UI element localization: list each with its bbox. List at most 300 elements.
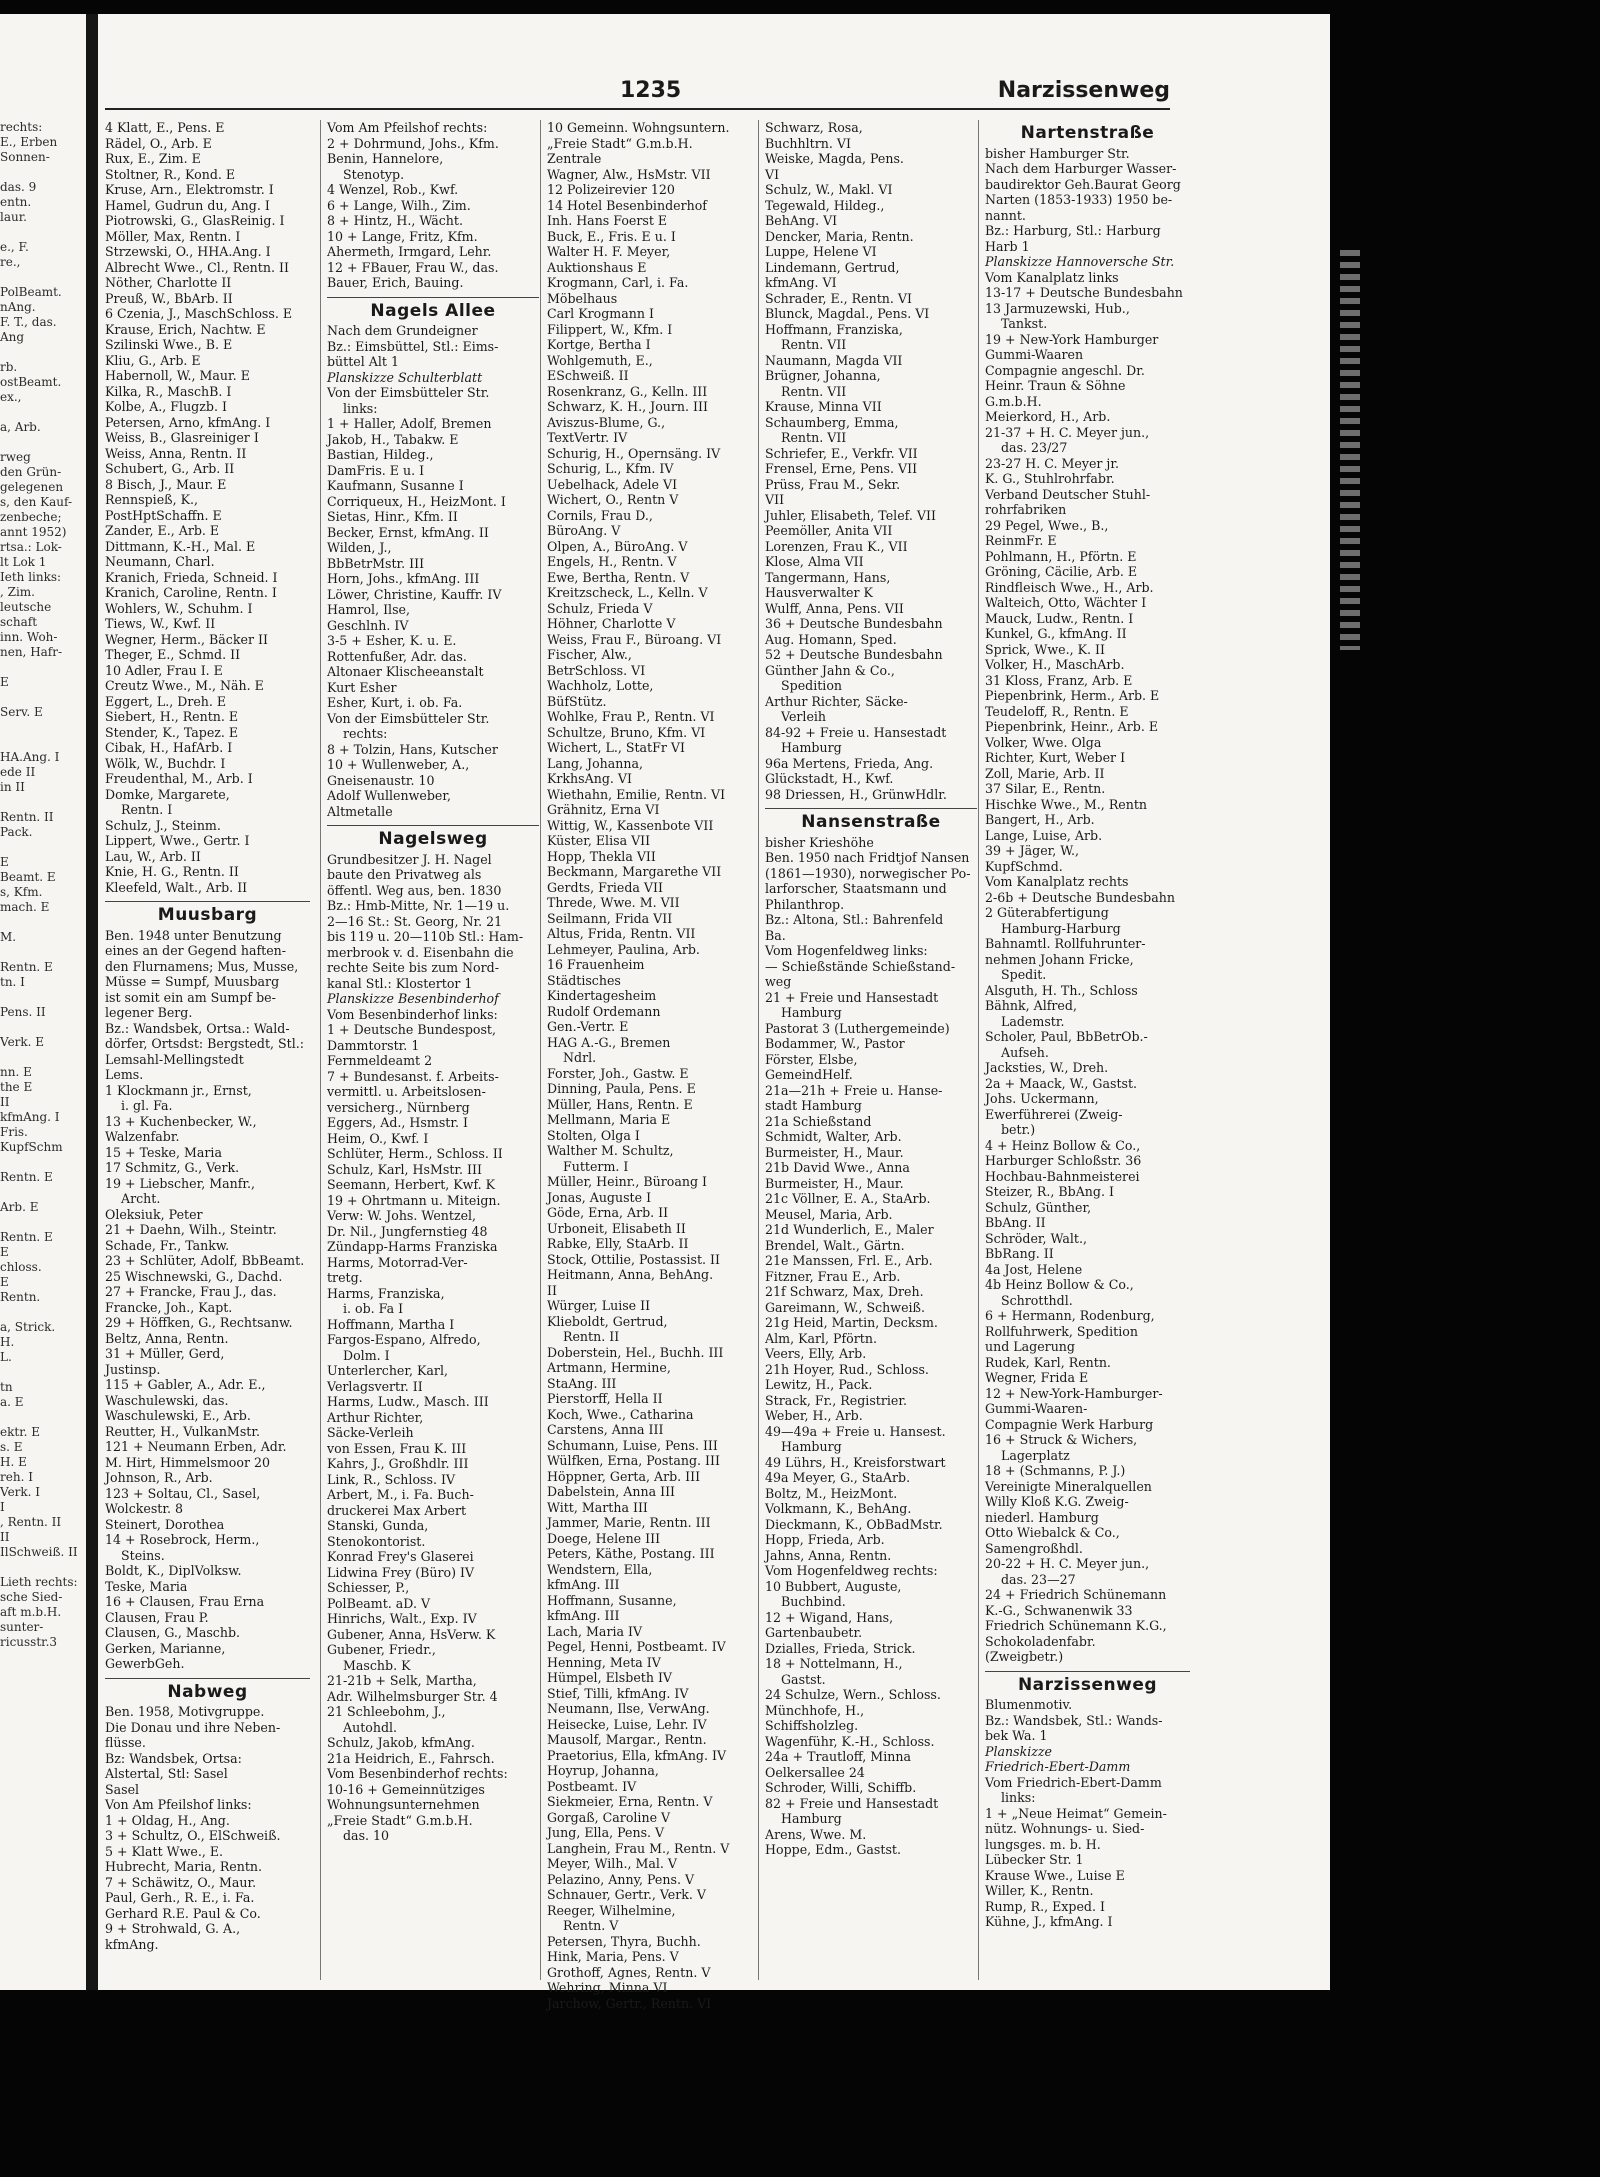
- cutoff-line: rechts:: [0, 120, 43, 134]
- directory-entry: larforscher, Staatsmann und: [765, 881, 947, 896]
- directory-entry: K.-G., Schwanenwik 33: [985, 1602, 1133, 1618]
- directory-entry: DamFris. E u. I: [327, 462, 425, 478]
- directory-entry: Neumann, Charl.: [105, 554, 215, 569]
- directory-entry: Waschulewski, E., Arb.: [105, 1408, 251, 1423]
- directory-entry: i. ob. Fa I: [343, 1301, 404, 1316]
- directory-entry: Rennspieß, K.,: [105, 492, 198, 507]
- scan-border-right: [1330, 0, 1600, 2177]
- directory-entry: Spedition: [781, 678, 843, 693]
- directory-entry: Lange, Luise, Arb.: [985, 827, 1103, 843]
- directory-entry: 12 + Wigand, Hans,: [765, 1609, 894, 1625]
- directory-entry: Schurig, H., Opernsäng. IV: [547, 445, 721, 461]
- directory-entry: StaAng. III: [547, 1375, 617, 1391]
- directory-entry: Hubrecht, Maria, Rentn.: [105, 1859, 263, 1874]
- directory-entry: 23 + Schlüter, Adolf, BbBeamt.: [105, 1253, 305, 1268]
- directory-entry: Ahermeth, Irmgard, Lehr.: [327, 244, 492, 259]
- directory-entry: 49a Meyer, G., StaArb.: [765, 1470, 911, 1485]
- directory-entry: Stanski, Gunda,: [327, 1518, 429, 1533]
- cutoff-line: [0, 945, 86, 960]
- cutoff-line: Rentn. E: [0, 960, 53, 974]
- directory-entry: Grothoff, Agnes, Rentn. V: [547, 1964, 711, 1980]
- directory-entry: Fischer, Alw.,: [547, 647, 632, 662]
- cutoff-line: [0, 1365, 86, 1380]
- directory-entry: Willer, K., Rentn.: [985, 1883, 1094, 1898]
- directory-entry: Samengroßhdl.: [985, 1540, 1083, 1556]
- directory-entry: lungsges. m. b. H.: [985, 1836, 1101, 1852]
- directory-entry: Arbert, M., i. Fa. Buch-: [327, 1487, 474, 1502]
- directory-entry: Bahnamtl. Rollfuhrunter-: [985, 936, 1146, 951]
- directory-entry: M. Hirt, Himmelsmoor 20: [105, 1454, 270, 1470]
- cutoff-line: , Rentn. II: [0, 1515, 62, 1529]
- directory-entry: „Freie Stadt“ G.m.b.H.: [547, 135, 693, 151]
- directory-entry: Volker, H., MaschArb.: [985, 657, 1125, 672]
- cutoff-line: laur.: [0, 210, 27, 224]
- cutoff-line: e., F.: [0, 240, 29, 254]
- directory-entry: 10 Adler, Frau I. E: [105, 662, 223, 678]
- cutoff-line: s. E: [0, 1440, 23, 1454]
- directory-entry: Hamburg: [781, 1005, 842, 1020]
- cutoff-line: [0, 660, 86, 675]
- directory-entry: KupfSchmd.: [985, 858, 1063, 874]
- directory-entry: Planskizze Schulterblatt: [327, 369, 483, 385]
- directory-entry: Rollfuhrwerk, Spedition: [985, 1323, 1138, 1339]
- directory-entry: ist somit ein am Sumpf be-: [105, 989, 276, 1005]
- directory-entry: Naumann, Magda VII: [765, 352, 903, 368]
- directory-entry: BüfStütz.: [547, 693, 607, 709]
- directory-entry: BbBetrMstr. III: [327, 555, 425, 571]
- directory-entry: rechte Seite bis zum Nord-: [327, 960, 499, 975]
- cutoff-line: Verk. E: [0, 1035, 45, 1049]
- directory-entry: — Schießstände Schießstand-: [765, 958, 956, 974]
- directory-entry: Gneisenaustr. 10: [327, 772, 435, 788]
- directory-entry: Rentn. II: [563, 1329, 620, 1344]
- directory-entry: 8 Bisch, J., Maur. E: [105, 476, 227, 492]
- directory-entry: 5 + Klatt Wwe., E.: [105, 1843, 224, 1859]
- directory-entry: 1 + Deutsche Bundespost,: [327, 1022, 497, 1037]
- directory-entry: Ba.: [765, 927, 786, 943]
- directory-entry: links:: [1001, 1790, 1036, 1805]
- directory-entry: Zoll, Marie, Arb. II: [985, 765, 1105, 781]
- cutoff-line: [0, 840, 86, 855]
- cutoff-line: tn: [0, 1380, 13, 1394]
- column-1: [105, 120, 310, 1980]
- cutoff-line: leutsche: [0, 600, 52, 614]
- directory-entry: 2a + Maack, W., Gastst.: [985, 1075, 1138, 1091]
- directory-entry: kfmAng. III: [547, 1577, 620, 1592]
- directory-entry: Pierstorff, Hella II: [547, 1391, 663, 1406]
- directory-entry: Petersen, Thyra, Buchh.: [547, 1933, 701, 1949]
- directory-entry: Heisecke, Luise, Lehr. IV: [547, 1716, 707, 1732]
- cutoff-line: Rentn. E: [0, 1230, 53, 1244]
- directory-entry: 7 + Schäwitz, O., Maur.: [105, 1874, 257, 1890]
- directory-entry: 13-17 + Deutsche Bundesbahn: [985, 285, 1183, 300]
- directory-entry: Hink, Maria, Pens. V: [547, 1949, 679, 1964]
- directory-entry: Gröning, Cäcilie, Arb. E: [985, 564, 1138, 579]
- directory-entry: Ben. 1958, Motivgruppe.: [105, 1704, 265, 1719]
- directory-entry: 4 Klatt, E., Pens. E: [105, 120, 225, 135]
- directory-entry: Fitzner, Frau E., Arb.: [765, 1268, 901, 1284]
- cutoff-line: ricusstr.3: [0, 1635, 58, 1649]
- directory-entry: Vom Kanalplatz rechts: [985, 874, 1129, 889]
- directory-entry: 10 Bubbert, Auguste,: [765, 1578, 902, 1594]
- directory-entry: Rentn. VII: [781, 383, 847, 399]
- directory-entry: Verleih: [781, 709, 827, 724]
- directory-entry: kanal Stl.: Klostertor 1: [327, 975, 473, 991]
- cutoff-line: Arb. E: [0, 1200, 39, 1214]
- directory-entry: rohrfabriken: [985, 502, 1067, 517]
- directory-entry: Forster, Joh., Gastw. E: [547, 1065, 689, 1081]
- directory-entry: 2 + Dohrmund, Johs., Kfm.: [327, 135, 499, 151]
- directory-entry: Heitmann, Anna, BehAng.: [547, 1267, 714, 1282]
- directory-entry: Jammer, Marie, Rentn. III: [547, 1515, 711, 1530]
- directory-entry: Schulz, J., Steinm.: [105, 817, 221, 833]
- directory-entry: Artmann, Hermine,: [547, 1360, 671, 1375]
- directory-entry: Pegel, Henni, Postbeamt. IV: [547, 1639, 726, 1654]
- directory-entry: von Essen, Frau K. III: [327, 1440, 467, 1456]
- cutoff-line: Fris.: [0, 1125, 28, 1139]
- directory-entry: Wegner, Herm., Bäcker II: [105, 631, 268, 647]
- directory-entry: Hamburg: [781, 740, 842, 755]
- directory-entry: 21-37 + H. C. Meyer jun.,: [985, 424, 1150, 440]
- directory-entry: 6 Czenia, J., MaschSchloss. E: [105, 306, 293, 321]
- directory-entry: Steizer, R., BbAng. I: [985, 1184, 1114, 1199]
- directory-entry: Oleksiuk, Peter: [105, 1206, 203, 1222]
- directory-entry: „Freie Stadt“ G.m.b.H.: [327, 1812, 473, 1828]
- directory-entry: 14 + Rosebrock, Herm.,: [105, 1532, 260, 1547]
- directory-entry: Tegewald, Hildeg.,: [765, 197, 885, 213]
- directory-entry: Schiffsholzleg.: [765, 1718, 859, 1733]
- directory-entry: Hinrichs, Walt., Exp. IV: [327, 1611, 477, 1626]
- directory-entry: Gerdts, Frieda VII: [547, 879, 663, 895]
- directory-entry: Peemöller, Anita VII: [765, 523, 893, 538]
- directory-entry: kfmAng.: [105, 1936, 159, 1952]
- scan-border-top: [0, 0, 1330, 14]
- cutoff-line: [0, 345, 86, 360]
- directory-entry: 21a—21h + Freie u. Hanse-: [765, 1082, 943, 1098]
- directory-entry: Vom Besenbinderhof links:: [327, 1006, 498, 1022]
- directory-entry: Weber, H., Arb.: [765, 1408, 863, 1423]
- directory-entry: 21h Hoyer, Rud., Schloss.: [765, 1361, 929, 1377]
- directory-entry: Ewe, Bertha, Rentn. V: [547, 569, 690, 585]
- directory-entry: Gerhard R.E. Paul & Co.: [105, 1905, 261, 1921]
- directory-entry: Heim, O., Kwf. I: [327, 1130, 429, 1146]
- column-5: [978, 120, 1190, 1980]
- book-gutter: [86, 14, 98, 1990]
- cutoff-line: Rentn.: [0, 1290, 41, 1304]
- cutoff-line: [0, 735, 86, 750]
- directory-entry: Kranich, Caroline, Rentn. I: [105, 585, 277, 600]
- cutoff-line: a. E: [0, 1395, 24, 1409]
- directory-entry: Lippert, Wwe., Gertr. I: [105, 833, 250, 848]
- directory-entry: Eggert, L., Dreh. E: [105, 693, 227, 709]
- cutoff-line: den Grün-: [0, 465, 62, 479]
- directory-entry: Langhein, Frau M., Rentn. V: [547, 1840, 730, 1856]
- directory-entry: Mellmann, Maria E: [547, 1112, 671, 1127]
- directory-entry: 18 + Nottelmann, H.,: [765, 1656, 903, 1671]
- directory-entry: Buchhltrn. VI: [765, 135, 851, 151]
- cutoff-line: nen, Hafr-: [0, 645, 63, 659]
- directory-entry: 21b David Wwe., Anna: [765, 1160, 910, 1175]
- section-rule: [105, 901, 310, 902]
- directory-entry: Dencker, Maria, Rentn.: [765, 228, 914, 244]
- directory-entry: Gen.-Vertr. E: [547, 1019, 629, 1034]
- cutoff-line: M.: [0, 930, 17, 944]
- directory-entry: Arthur Richter,: [327, 1409, 424, 1425]
- cutoff-line: lt Lok 1: [0, 555, 47, 569]
- cutoff-line: tn. I: [0, 975, 25, 989]
- directory-entry: Meierkord, H., Arb.: [985, 409, 1111, 424]
- directory-entry: Verband Deutscher Stuhl-: [985, 486, 1151, 502]
- directory-entry: Lau, W., Arb. II: [105, 848, 201, 864]
- directory-entry: Wagner, Alw., HsMstr. VII: [547, 166, 711, 182]
- directory-entry: Alsguth, H. Th., Schloss: [985, 982, 1138, 998]
- directory-entry: Hoffmann, Martha I: [327, 1316, 455, 1332]
- directory-entry: Ndrl.: [563, 1050, 597, 1065]
- cutoff-line: KupfSchm: [0, 1140, 63, 1154]
- directory-entry: Siekmeier, Erna, Rentn. V: [547, 1794, 713, 1809]
- cutoff-line: nAng.: [0, 300, 36, 314]
- directory-entry: Fargos-Espano, Alfredo,: [327, 1332, 481, 1347]
- directory-entry: Schurig, L., Kfm. IV: [547, 461, 674, 476]
- directory-entry: Hischke Wwe., M., Rentn: [985, 796, 1148, 812]
- directory-entry: Doege, Helene III: [547, 1530, 661, 1546]
- directory-entry: versicherg., Nürnberg: [327, 1099, 470, 1115]
- scan-border-bottom: [0, 1990, 1330, 2177]
- directory-entry: Wolckestr. 8: [105, 1501, 184, 1516]
- directory-entry: Stief, Tilli, kfmAng. IV: [547, 1685, 689, 1701]
- directory-entry: Maschb. K: [343, 1657, 411, 1673]
- directory-entry: Wegner, Frida E: [985, 1370, 1089, 1385]
- directory-entry: Mausolf, Margar., Rentn.: [547, 1732, 707, 1747]
- previous-page-edge: [0, 120, 86, 1950]
- directory-entry: Schade, Fr., Tankw.: [105, 1237, 230, 1253]
- directory-entry: Müller, Hans, Rentn. E: [547, 1096, 693, 1112]
- page-number: 1235: [620, 78, 682, 103]
- directory-entry: Paul, Gerh., R. E., i. Fa.: [105, 1890, 255, 1905]
- cutoff-line: [0, 270, 86, 285]
- directory-entry: Willy Kloß K.G. Zweig-: [985, 1494, 1129, 1509]
- directory-entry: Teske, Maria: [105, 1578, 188, 1594]
- directory-entry: Schultze, Bruno, Kfm. VI: [547, 724, 706, 740]
- directory-entry: Dieckmann, K., ObBadMstr.: [765, 1516, 943, 1532]
- directory-entry: (Zweigbetr.): [985, 1649, 1064, 1664]
- directory-entry: 3 + Schultz, O., ElSchweiß.: [105, 1828, 281, 1843]
- directory-entry: Alstertal, Stl: Sasel: [105, 1766, 228, 1781]
- directory-entry: Schulz, W., Makl. VI: [765, 182, 893, 197]
- directory-entry: Von Am Pfeilshof links:: [105, 1797, 252, 1812]
- cutoff-line: Verk. I: [0, 1485, 41, 1499]
- cutoff-line: [0, 1305, 86, 1320]
- street-heading: Narzissenweg: [1017, 1674, 1158, 1695]
- directory-entry: 12 Polizeirevier 120: [547, 182, 675, 197]
- directory-entry: Compagnie Werk Harburg: [985, 1416, 1154, 1432]
- cutoff-line: [0, 405, 86, 420]
- directory-entry: Vom Hogenfeldweg links:: [765, 943, 928, 958]
- directory-entry: Lidwina Frey (Büro) IV: [327, 1564, 475, 1580]
- directory-entry: Krogmann, Carl, i. Fa.: [547, 275, 689, 290]
- directory-entry: Cibak, H., HafArb. I: [105, 740, 233, 755]
- directory-entry: 24 Schulze, Wern., Schloss.: [765, 1687, 941, 1702]
- directory-entry: Schlüter, Herm., Schloss. II: [327, 1146, 503, 1161]
- directory-entry: Bastian, Hildeg.,: [327, 447, 434, 462]
- directory-entry: Vereinigte Mineralquellen: [985, 1478, 1152, 1494]
- directory-entry: Corriqueux, H., HeizMont. I: [327, 493, 506, 509]
- cutoff-line: II: [0, 1095, 10, 1109]
- directory-entry: Zündapp-Harms Franziska: [327, 1239, 498, 1254]
- directory-entry: Rindfleisch Wwe., H., Arb.: [985, 579, 1154, 595]
- directory-entry: Schulz, Frieda V: [547, 600, 653, 616]
- directory-entry: 21d Wunderlich, E., Maler: [765, 1222, 934, 1237]
- directory-entry: GewerbGeh.: [105, 1656, 185, 1671]
- directory-entry: bis 119 u. 20—110b Stl.: Ham-: [327, 929, 524, 944]
- directory-entry: 96a Mertens, Frieda, Ang.: [765, 755, 934, 771]
- cutoff-line: H.: [0, 1335, 15, 1349]
- cutoff-line: E: [0, 1275, 9, 1289]
- directory-entry: Brendel, Walt., Gärtn.: [765, 1237, 905, 1253]
- directory-entry: Hopp, Thekla VII: [547, 848, 656, 864]
- directory-entry: kfmAng. VI: [765, 275, 837, 290]
- directory-entry: Gummi-Waaren: [985, 347, 1084, 362]
- directory-entry: Lagerplatz: [1001, 1447, 1070, 1463]
- cutoff-line: a, Strick.: [0, 1320, 56, 1334]
- directory-entry: BehAng. VI: [765, 213, 838, 228]
- cutoff-line: HA.Ang. I: [0, 750, 60, 764]
- cutoff-line: nn. E: [0, 1065, 32, 1079]
- directory-entry: Planskizze: [985, 1743, 1052, 1759]
- section-rule: [327, 825, 539, 826]
- directory-entry: 18 + (Schmanns, P. J.): [985, 1463, 1126, 1478]
- directory-entry: Uebelhack, Adele VI: [547, 476, 678, 492]
- directory-entry: VI: [765, 166, 780, 182]
- directory-entry: Gastst.: [781, 1671, 826, 1687]
- directory-entry: Wohlke, Frau P., Rentn. VI: [547, 709, 715, 724]
- directory-entry: Rux, E., Zim. E: [105, 151, 201, 166]
- directory-entry: Boltz, M., HeizMont.: [765, 1485, 898, 1501]
- directory-entry: Weiss, Anna, Rentn. II: [105, 445, 247, 461]
- cutoff-line: Rentn. II: [0, 810, 54, 824]
- directory-entry: 16 + Struck & Wichers,: [985, 1432, 1138, 1447]
- directory-entry: Ben. 1948 unter Benutzung: [105, 927, 282, 943]
- directory-entry: Carstens, Anna III: [547, 1422, 664, 1437]
- cutoff-line: sche Sied-: [0, 1590, 63, 1604]
- directory-entry: Juhler, Elisabeth, Telef. VII: [765, 507, 936, 523]
- cutoff-line: Pack.: [0, 825, 33, 839]
- section-rule: [327, 297, 539, 298]
- directory-entry: Urboneit, Elisabeth II: [547, 1220, 686, 1236]
- directory-entry: II: [547, 1282, 557, 1298]
- directory-entry: Dinning, Paula, Pens. E: [547, 1081, 696, 1096]
- directory-entry: 21 Schleebohm, J.,: [327, 1704, 446, 1719]
- directory-entry: 4 + Heinz Bollow & Co.,: [985, 1137, 1141, 1153]
- directory-entry: Gummi-Waaren-: [985, 1401, 1088, 1416]
- directory-entry: Koch, Wwe., Catharina: [547, 1406, 694, 1422]
- directory-entry: Altus, Frida, Rentn. VII: [547, 926, 696, 941]
- directory-entry: Ben. 1950 nach Fridtjof Nansen: [765, 850, 970, 865]
- directory-entry: Hoyrup, Johanna,: [547, 1763, 659, 1778]
- directory-entry: Wilden, J.,: [327, 540, 392, 555]
- directory-entry: Rentn. V: [563, 1918, 619, 1933]
- cutoff-line: [0, 435, 86, 450]
- directory-entry: Pastorat 3 (Luthergemeinde): [765, 1020, 950, 1036]
- directory-entry: Becker, Ernst, kfmAng. II: [327, 524, 489, 540]
- directory-entry: Kindertagesheim: [547, 988, 657, 1003]
- directory-entry: Nach dem Harburger Wasser-: [985, 161, 1177, 176]
- street-heading: Nansenstraße: [801, 812, 941, 832]
- directory-entry: Filippert, W., Kfm. I: [547, 321, 673, 337]
- directory-entry: 29 Pegel, Wwe., B.,: [985, 517, 1109, 533]
- directory-entry: Kilka, R., MaschB. I: [105, 383, 232, 399]
- directory-entry: 2 Güterabfertigung: [985, 905, 1109, 920]
- directory-entry: 24 + Friedrich Schünemann: [985, 1587, 1167, 1602]
- directory-entry: 29 + Höffken, G., Rechtsanw.: [105, 1315, 293, 1330]
- directory-entry: Veers, Elly, Arb.: [765, 1346, 867, 1361]
- directory-entry: Blunck, Magdal., Pens. VI: [765, 306, 930, 321]
- cutoff-line: reh. I: [0, 1470, 33, 1484]
- directory-entry: Reutter, H., VulkanMstr.: [105, 1423, 260, 1439]
- cutoff-line: Ieth links:: [0, 570, 62, 584]
- directory-entry: bisher Hamburger Str.: [985, 145, 1130, 161]
- directory-entry: 21 + Freie und Hansestadt: [765, 989, 939, 1005]
- directory-entry: Verlagsvertr. II: [327, 1378, 423, 1394]
- directory-entry: Altonaer Klischeeanstalt: [327, 664, 484, 679]
- directory-entry: Kliu, G., Arb. E: [105, 352, 201, 368]
- directory-entry: KrkhsAng. VI: [547, 771, 632, 786]
- directory-entry: 25 Wischnewski, G., Dachd.: [105, 1268, 283, 1284]
- directory-entry: Stoltner, R., Kond. E: [105, 166, 236, 182]
- directory-entry: Jacksties, W., Dreh.: [985, 1060, 1109, 1075]
- cutoff-line: [0, 1410, 86, 1425]
- directory-entry: Brügner, Johanna,: [765, 368, 881, 383]
- directory-entry: Harb 1: [985, 238, 1030, 254]
- directory-entry: das. 23—27: [1001, 1571, 1076, 1587]
- directory-entry: Möbelhaus: [547, 290, 618, 306]
- directory-entry: Hausverwalter K: [765, 585, 873, 600]
- directory-entry: Sietas, Hinr., Kfm. II: [327, 509, 458, 524]
- directory-entry: 12 + New-York-Hamburger-: [985, 1385, 1163, 1401]
- directory-entry: Wittig, W., Kassenbote VII: [547, 817, 714, 833]
- directory-entry: Zander, E., Arb. E: [105, 523, 220, 538]
- cutoff-line: ostBeamt.: [0, 375, 62, 389]
- directory-entry: Wagenführ, K.-H., Schloss.: [765, 1733, 935, 1749]
- cutoff-line: s, den Kauf-: [0, 495, 73, 509]
- directory-entry: 49 Lührs, H., Kreisforstwart: [765, 1454, 946, 1470]
- directory-entry: Lorenzen, Frau K., VII: [765, 538, 908, 554]
- directory-entry: 82 + Freie und Hansestadt: [765, 1795, 939, 1811]
- directory-entry: 9 + Strohwald, G. A.,: [105, 1921, 241, 1936]
- directory-entry: 13 + Kuchenbecker, W.,: [105, 1113, 257, 1129]
- directory-entry: Schulz, Günther,: [985, 1199, 1092, 1215]
- directory-entry: Teudeloff, R., Rentn. E: [985, 703, 1129, 719]
- directory-entry: 39 + Jäger, W.,: [985, 843, 1080, 858]
- directory-entry: Walter H. F. Meyer,: [547, 244, 671, 259]
- directory-entry: Schmidt, Walter, Arb.: [765, 1129, 902, 1144]
- directory-entry: 6 + Lange, Wilh., Zim.: [327, 197, 471, 213]
- directory-entry: GemeindHelf.: [765, 1067, 853, 1082]
- directory-entry: Aufseh.: [1001, 1044, 1049, 1060]
- directory-entry: Luppe, Helene VI: [765, 244, 877, 259]
- directory-entry: Spedit.: [1001, 967, 1047, 982]
- directory-entry: Jung, Ella, Pens. V: [547, 1825, 665, 1840]
- directory-entry: Bähnk, Alfred,: [985, 998, 1077, 1013]
- directory-entry: Kruse, Arn., Elektromstr. I: [105, 182, 274, 197]
- directory-entry: Auktionshaus E: [547, 259, 647, 275]
- directory-entry: Vom Hogenfeldweg rechts:: [765, 1563, 938, 1578]
- directory-entry: Wulff, Anna, Pens. VII: [765, 600, 904, 616]
- directory-entry: Münchhofe, H.,: [765, 1702, 865, 1718]
- directory-entry: Kreitzscheck, L., Kelln. V: [547, 585, 708, 600]
- directory-entry: bek Wa. 1: [985, 1728, 1048, 1743]
- directory-entry: Schiesser, P.,: [327, 1580, 410, 1595]
